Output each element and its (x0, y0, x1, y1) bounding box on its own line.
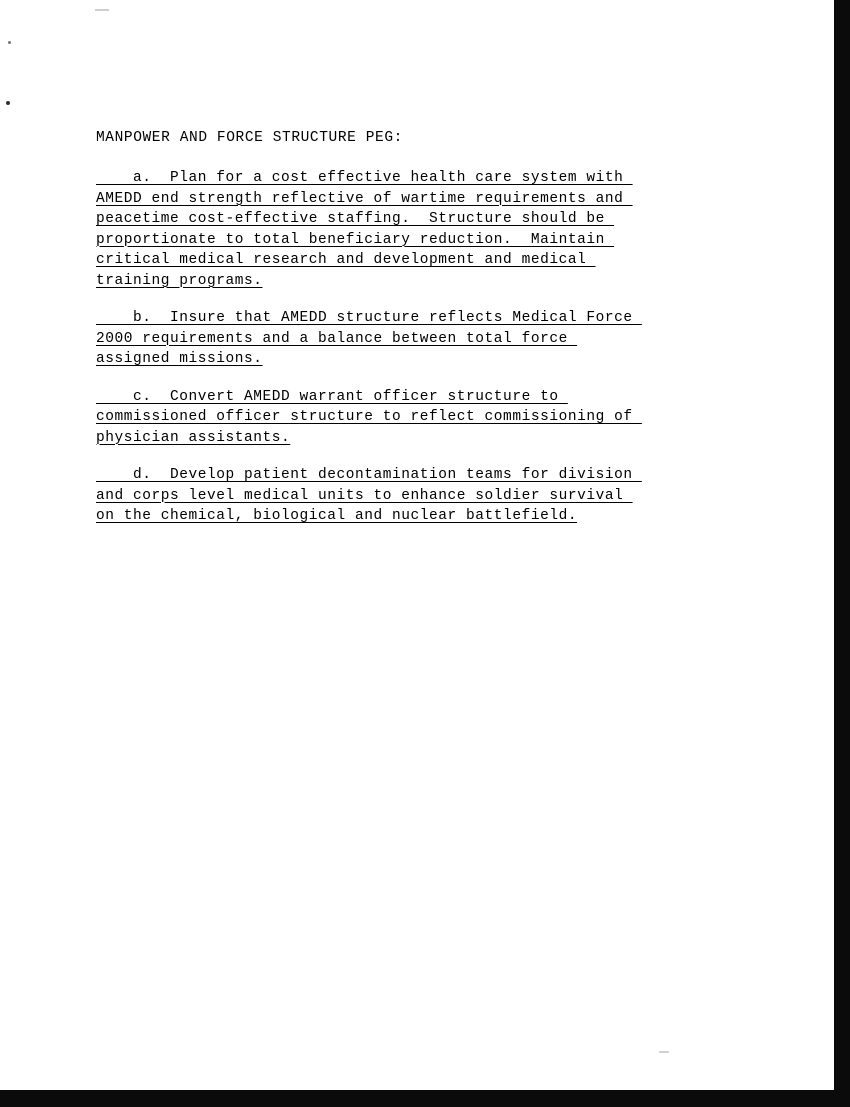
paragraph-line: proportionate to total beneficiary reduction. Maintain (96, 231, 615, 248)
paragraph-line: peacetime cost-effective staffing. Structure should be (96, 211, 615, 227)
scan-speckle (8, 41, 11, 44)
paragraph-line: b. Insure that AMEDD structure reflects Medical Force (96, 310, 642, 326)
paragraph-line: commissioned officer structure to reflect commissioning of (96, 409, 642, 425)
paragraph-line: a. Plan for a cost effective health care system with (96, 170, 633, 186)
paragraph-line: d. Develop patient decontamination teams for division (96, 467, 642, 483)
paragraph-line: 2000 requirements and a balance between total force (96, 330, 578, 347)
document-body (96, 128, 716, 544)
paragraph-line: c. Convert AMEDD warrant officer structure to (96, 388, 568, 405)
paragraph-b (96, 308, 716, 370)
scan-speckle (95, 9, 109, 11)
paragraph-line: on the chemical, biological and nuclear battlefield. (96, 508, 578, 524)
page-title: MANPOWER AND FORCE STRUCTURE PEG: (96, 130, 403, 146)
scan-edge-bottom (0, 1090, 850, 1107)
scan-speckle (659, 1051, 669, 1053)
paragraph-line: training programs. (96, 272, 263, 289)
paragraph-line: physician assistants. (96, 429, 291, 446)
paragraph-a (96, 168, 716, 291)
paragraph-d (96, 465, 716, 527)
paragraph-line: AMEDD end strength reflective of wartime requirements and (96, 190, 633, 207)
paragraph-c (96, 387, 716, 449)
paragraph-line: critical medical research and development and medical (96, 252, 596, 268)
scan-speckle (6, 101, 10, 105)
scan-edge-right (834, 0, 850, 1090)
paragraph-line: and corps level medical units to enhance soldier survival (96, 487, 633, 504)
paragraph-line: assigned missions. (96, 351, 263, 367)
